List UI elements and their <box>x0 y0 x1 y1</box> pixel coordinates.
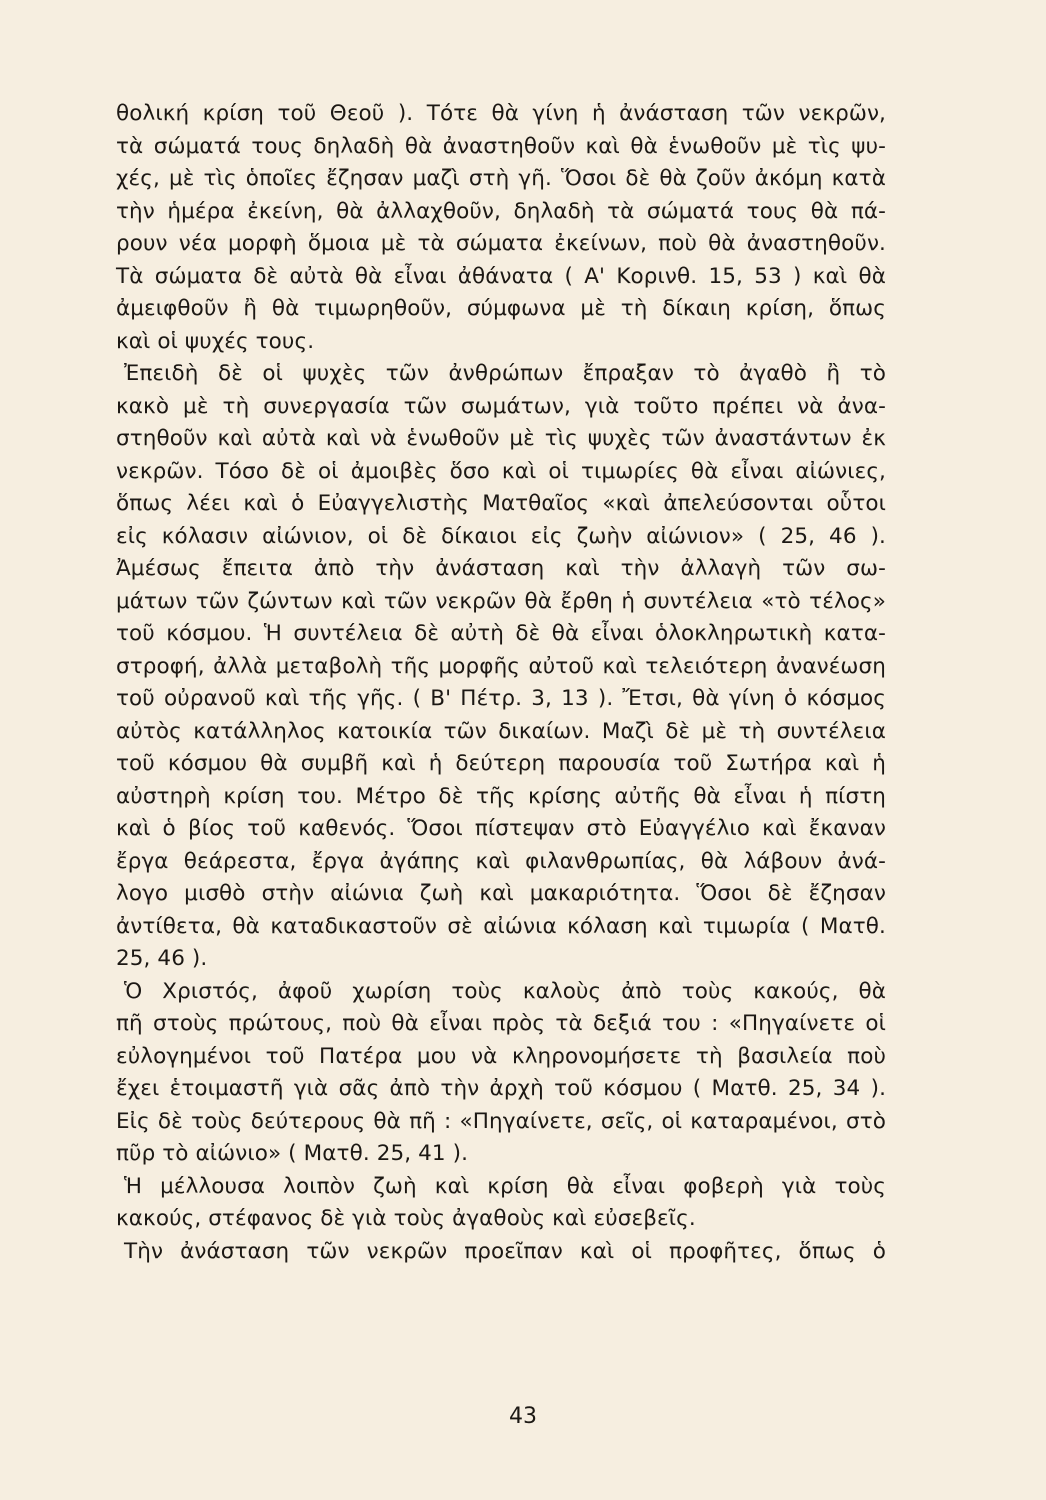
text-line: Τὴν ἀνάσταση τῶν νεκρῶν προεῖπαν καὶ οἱ προφῆτες, ὅπως ὁ <box>124 1238 886 1264</box>
text-line: μάτων τῶν ζώντων καὶ τῶν νεκρῶν θὰ ἔρθη ἡ συντέλεια «τὸ τέλος» <box>116 588 886 614</box>
text-line: αὐστηρὴ κρίση του. Μέτρο δὲ τῆς κρίσης αὐτῆς θὰ εἶναι ἡ πίστη <box>116 783 886 809</box>
text-line: ὅπως λέει καὶ ὁ Εὐαγγελιστὴς Ματθαῖος «καὶ ἀπελεύσονται οὗτοι <box>116 491 886 516</box>
text-line: ἀντίθετα, θὰ καταδικαστοῦν σὲ αἰώνια κόλαση καὶ τιμωρία ( Ματθ. <box>116 913 886 939</box>
text-line: Εἰς δὲ τοὺς δεύτερους θὰ πῆ : «Πηγαίνετε, σεῖς, οἱ καταραμένοι, στὸ <box>116 1108 886 1134</box>
text-line: πῆ στοὺς πρώτους, ποὺ θὰ εἶναι πρὸς τὰ δεξιά του : «Πηγαίνετε οἱ <box>116 1011 886 1036</box>
text-line: Ἐπειδὴ δὲ οἱ ψυχὲς τῶν ἀνθρώπων ἔπραξαν τὸ ἀγαθὸ ἢ τὸ <box>124 361 886 386</box>
text-line: χές, μὲ τὶς ὁποῖες ἔζησαν μαζὶ στὴ γῆ. Ὅσοι δὲ θὰ ζοῦν ἀκόμη κατὰ <box>116 166 886 191</box>
text-line: Ὁ Χριστός, ἀφοῦ χωρίση τοὺς καλοὺς ἀπὸ τοὺς κακούς, θὰ <box>124 978 886 1004</box>
page-text <box>116 98 886 1268</box>
text-line: ρουν νέα μορφὴ ὅμοια μὲ τὰ σώματα ἐκείνων, ποὺ θὰ ἀναστηθοῦν. <box>116 231 886 256</box>
text-line: κακὸ μὲ τὴ συνεργασία τῶν σωμάτων, γιὰ τοῦτο πρέπει νὰ ἀνα- <box>116 393 886 419</box>
text-line: Ἡ μέλλουσα λοιπὸν ζωὴ καὶ κρίση θὰ εἶναι φοβερὴ γιὰ τοὺς <box>124 1173 886 1199</box>
text-line: νεκρῶν. Τόσο δὲ οἱ ἀμοιβὲς ὅσο καὶ οἱ τιμωρίες θὰ εἶναι αἰώνιες, <box>116 458 886 484</box>
text-line: ἔχει ἑτοιμαστῆ γιὰ σᾶς ἀπὸ τὴν ἀρχὴ τοῦ κόσμου ( Ματθ. 25, 34 ). <box>116 1076 886 1101</box>
text-line: τοῦ κόσμου. Ἡ συντέλεια δὲ αὐτὴ δὲ θὰ εἶναι ὁλοκληρωτικὴ κατα- <box>116 621 886 646</box>
text-line: εἰς κόλασιν αἰώνιον, οἱ δὲ δίκαιοι εἰς ζωὴν αἰώνιον» ( 25, 46 ). <box>116 523 886 549</box>
text-line: τοῦ οὐρανοῦ καὶ τῆς γῆς. ( Β' Πέτρ. 3, 13 ). Ἔτσι, θὰ γίνη ὁ κόσμος <box>116 686 886 711</box>
text-line: Τὰ σώματα δὲ αὐτὰ θὰ εἶναι ἀθάνατα ( Α' Κορινθ. 15, 53 ) καὶ θὰ <box>116 263 886 289</box>
text-line: λογο μισθὸ στὴν αἰώνια ζωὴ καὶ μακαριότητα. Ὅσοι δὲ ἔζησαν <box>116 881 886 906</box>
text-line: στροφή, ἀλλὰ μεταβολὴ τῆς μορφῆς αὐτοῦ καὶ τελειότερη ἀνανέωση <box>116 653 886 679</box>
text-line: πῦρ τὸ αἰώνιο» ( Ματθ. 25, 41 ). <box>116 1141 469 1166</box>
text-line: Ἀμέσως ἔπειτα ἀπὸ τὴν ἀνάσταση καὶ τὴν ἀλλαγὴ τῶν σω- <box>116 556 886 581</box>
text-line: κακούς, στέφανος δὲ γιὰ τοὺς ἀγαθοὺς καὶ εὐσεβεῖς. <box>116 1206 696 1231</box>
text-line: ἔργα θεάρεστα, ἔργα ἀγάπης καὶ φιλανθρωπίας, θὰ λάβουν ἀνά- <box>116 848 886 874</box>
text-line: τὰ σώματά τους δηλαδὴ θὰ ἀναστηθοῦν καὶ θὰ ἑνωθοῦν μὲ τὶς ψυ- <box>116 133 886 159</box>
text-line: στηθοῦν καὶ αὐτὰ καὶ νὰ ἑνωθοῦν μὲ τὶς ψυχὲς τῶν ἀναστάντων ἐκ <box>116 426 886 451</box>
text-line: θολική κρίση τοῦ Θεοῦ ). Τότε θὰ γίνη ἡ ἀνάσταση τῶν νεκρῶν, <box>116 101 886 126</box>
text-line: 25, 46 ). <box>116 946 208 971</box>
text-line: αὐτὸς κατάλληλος κατοικία τῶν δικαίων. Μαζὶ δὲ μὲ τὴ συντέλεια <box>116 718 886 744</box>
text-line: τοῦ κόσμου θὰ συμβῆ καὶ ἡ δεύτερη παρουσία τοῦ Σωτήρα καὶ ἡ <box>116 751 886 776</box>
text-line: καὶ ὁ βίος τοῦ καθενός. Ὅσοι πίστεψαν στὸ Εὐαγγέλιο καὶ ἔκαναν <box>116 816 886 841</box>
text-line: ἀμειφθοῦν ἢ θὰ τιμωρηθοῦν, σύμφωνα μὲ τὴ δίκαιη κρίση, ὅπως <box>116 296 886 321</box>
text-line: εὐλογημένοι τοῦ Πατέρα μου νὰ κληρονομήσετε τὴ βασιλεία ποὺ <box>116 1043 886 1069</box>
text-line: τὴν ἡμέρα ἐκείνη, θὰ ἀλλαχθοῦν, δηλαδὴ τὰ σώματά τους θὰ πά- <box>116 198 886 224</box>
text-line: καὶ οἱ ψυχές τους. <box>116 328 315 354</box>
page-number: 43 <box>509 1404 537 1429</box>
